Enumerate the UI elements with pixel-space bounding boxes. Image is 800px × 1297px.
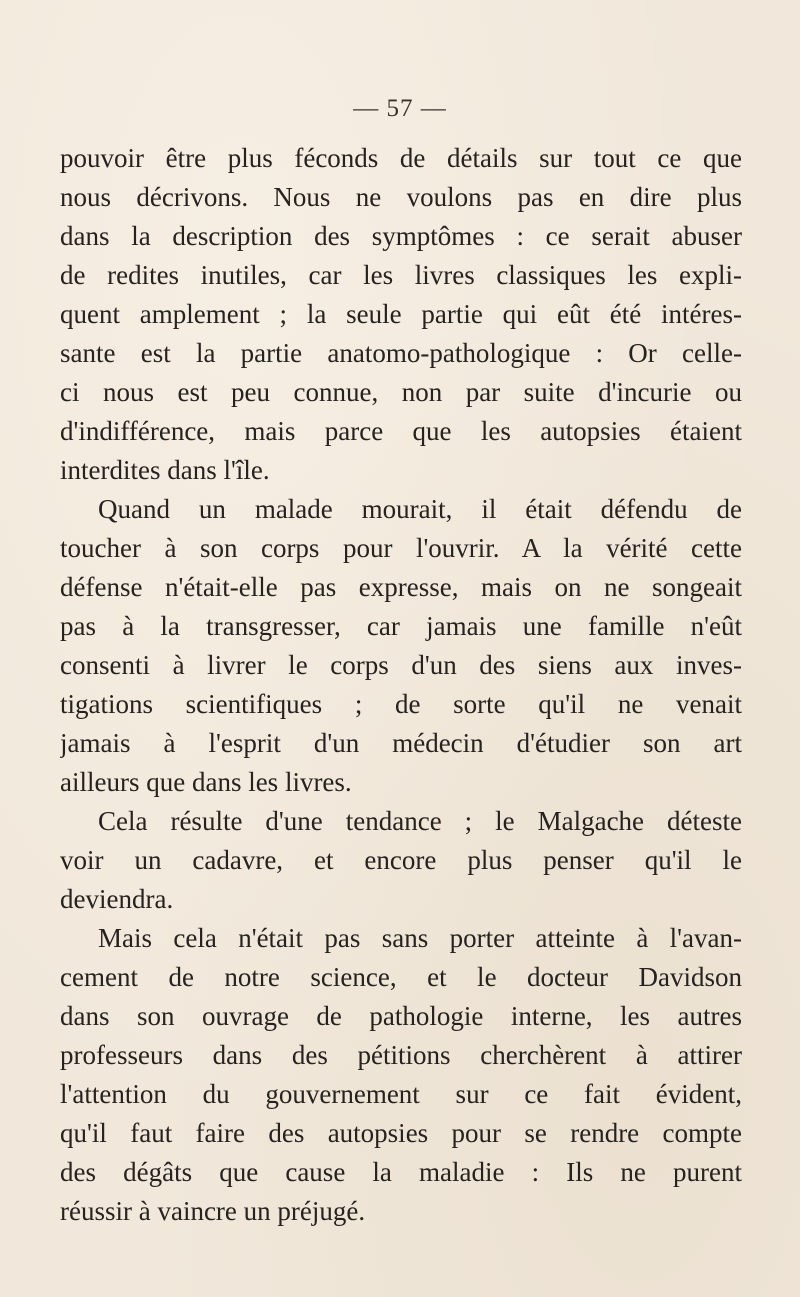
text-line: tigations scientifiques ; de sorte qu'il ne venait <box>60 689 742 719</box>
text-line: qu'il faut faire des autopsies pour se rendre compte <box>60 1118 742 1148</box>
text-line: d'indifférence, mais parce que les autopsies étaient <box>60 416 742 446</box>
text-line: jamais à l'esprit d'un médecin d'étudier son art <box>60 728 742 758</box>
text-line: Quand un malade mourait, il était défendu de <box>98 494 742 524</box>
text-line: dans la description des symptômes : ce serait abuser <box>60 221 742 251</box>
text-line: de redites inutiles, car les livres classiques les expli- <box>60 260 742 290</box>
text-line: Mais cela n'était pas sans porter atteinte à l'avan- <box>98 923 742 953</box>
body-text <box>60 139 742 1231</box>
text-line: pouvoir être plus féconds de détails sur tout ce que <box>60 143 742 173</box>
text-line: défense n'était-elle pas expresse, mais on ne songeait <box>60 572 742 602</box>
text-line: professeurs dans des pétitions cherchèrent à attirer <box>60 1040 742 1070</box>
text-line: voir un cadavre, et encore plus penser qu'il le <box>60 845 742 875</box>
text-line: consenti à livrer le corps d'un des siens aux inves- <box>60 650 742 680</box>
text-line: nous décrivons. Nous ne voulons pas en dire plus <box>60 182 742 212</box>
text-line: interdites dans l'île. <box>60 455 270 485</box>
text-line: pas à la transgresser, car jamais une famille n'eût <box>60 611 742 641</box>
text-line: dans son ouvrage de pathologie interne, les autres <box>60 1001 742 1031</box>
text-line: quent amplement ; la seule partie qui eût été intéres- <box>60 299 742 329</box>
text-line: ci nous est peu connue, non par suite d'incurie ou <box>60 377 742 407</box>
text-line: réussir à vaincre un préjugé. <box>60 1196 366 1226</box>
page-number: — 57 — <box>353 95 447 122</box>
text-line: ailleurs que dans les livres. <box>60 767 352 797</box>
text-line: cement de notre science, et le docteur Davidson <box>60 962 742 992</box>
text-line: sante est la partie anatomo-pathologique : Or celle- <box>60 338 742 368</box>
text-line: des dégâts que cause la maladie : Ils ne purent <box>60 1157 742 1187</box>
text-line: l'attention du gouvernement sur ce fait évident, <box>60 1079 742 1109</box>
text-line: deviendra. <box>60 884 174 914</box>
text-line: Cela résulte d'une tendance ; le Malgache déteste <box>98 806 742 836</box>
text-line: toucher à son corps pour l'ouvrir. A la vérité cette <box>60 533 742 563</box>
